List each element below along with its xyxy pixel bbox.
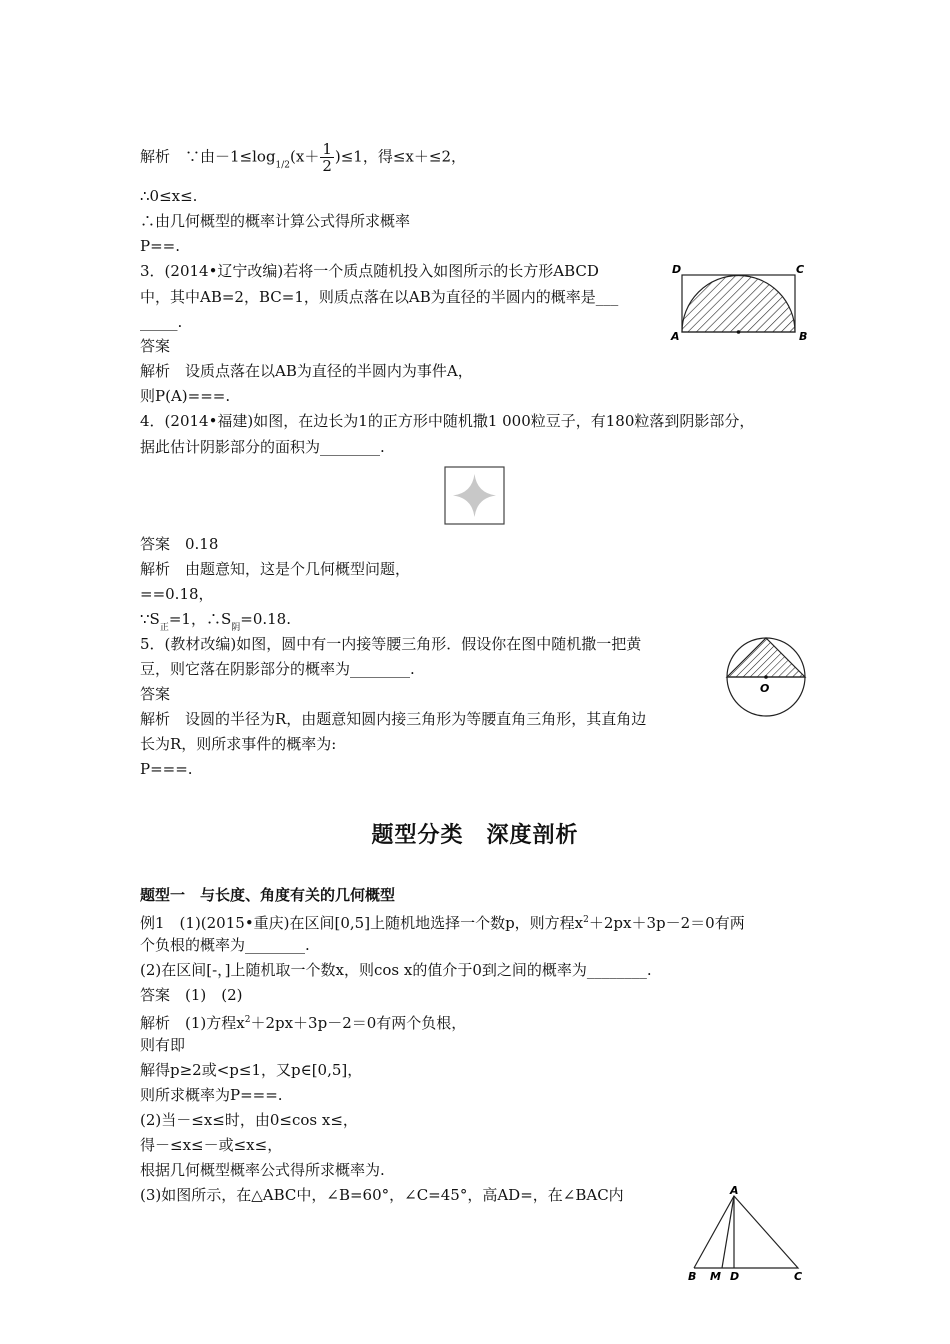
center-point	[737, 330, 741, 334]
rectangle-semicircle-figure	[668, 258, 816, 344]
text-line: 5．(教材改编)如图，圆中有一内接等腰三角形．假设你在图中随机撒一把黄	[140, 635, 642, 653]
text-line: (2)在区间[-，]上随机取一个数x，则cos x的值介于0到之间的概率为________.	[140, 961, 652, 979]
text-line: ==0.18，	[140, 585, 214, 603]
text-line: 3．(2014•辽宁改编)若将一个质点随机投入如图所示的长方形ABCD	[140, 262, 599, 280]
subsection-heading: 题型一 与长度、角度有关的几何概型	[140, 886, 396, 904]
text-line: 4．(2014•福建)如图，在边长为1的正方形中随机撒1 000粒豆子，有180粒落到阴影部分，	[140, 412, 755, 430]
text-segment: ＋2px＋3p－2＝0有两个负根，	[250, 1014, 467, 1032]
label-m: M	[710, 1270, 721, 1283]
text-line: 根据几何概型概率公式得所求概率为.	[140, 1161, 385, 1179]
text-line	[140, 1009, 466, 1034]
center-point	[764, 675, 768, 679]
log-base: 1/2	[275, 160, 291, 171]
text-line: 中，其中AB=2，BC=1，则质点落在以AB为直径的半圆内的概率是___	[140, 288, 619, 306]
text-segment: (x＋	[290, 147, 320, 166]
section-heading: 题型分类 深度剖析	[371, 823, 579, 848]
text-line: 个负根的概率为________.	[140, 936, 310, 954]
text-segment: 解析 (1)方程x	[140, 1014, 245, 1032]
text-line: P==.	[140, 237, 180, 255]
text-line: 豆，则它落在阴影部分的概率为________.	[140, 660, 415, 678]
text-segment: =1，∴S	[168, 610, 232, 628]
label-b: B	[799, 330, 808, 343]
text-line: (2)当－≤x≤时，由0≤cos x≤，	[140, 1111, 358, 1129]
superscript: 2	[583, 915, 589, 925]
subscript: 正	[159, 623, 169, 633]
triangle-abc-figure	[682, 1184, 810, 1284]
text-line: ∴由几何概型的概率计算公式得所求概率	[140, 212, 411, 230]
fraction-numerator: 1	[322, 140, 332, 158]
text-segment: =0.18.	[240, 610, 291, 628]
text-line: 长为R，则所求事件的概率为:	[140, 735, 337, 753]
text-line: 解析 由题意知，这是个几何概型问题，	[140, 560, 411, 578]
text-line: 则P(A)===.	[140, 387, 231, 405]
text-line: 据此估计阴影部分的面积为________.	[140, 438, 385, 456]
text-segment: 例1 (1)(2015•重庆)在区间[0,5]上随机地选择一个数p，则方程x	[140, 914, 584, 932]
text-line: 答案	[140, 685, 171, 703]
superscript: 2	[244, 1015, 251, 1025]
label-a: A	[671, 330, 680, 343]
shaded-triangle	[727, 638, 805, 677]
text-line: 得－≤x≤－或≤x≤，	[140, 1136, 283, 1154]
text-line: 答案 0.18	[140, 535, 219, 553]
text-segment: ∵S	[140, 610, 160, 628]
text-line: (3)如图所示，在△ABC中，∠B=60°，∠C=45°，高AD=，在∠BAC内	[140, 1186, 624, 1204]
label-d: D	[672, 263, 682, 276]
square-star-figure	[444, 466, 506, 526]
label-a: A	[730, 1184, 739, 1197]
text-line: 答案	[140, 337, 171, 355]
fraction-denominator: 2	[322, 157, 332, 175]
label-b: B	[688, 1270, 697, 1283]
text-line: _____.	[140, 313, 183, 331]
text-line: 则有即	[140, 1036, 186, 1054]
subscript: 阴	[231, 623, 241, 633]
text-line: P===.	[140, 760, 193, 778]
text-line: 解析 设圆的半径为R，由题意知圆内接三角形为等腰直角三角形，其直角边	[140, 710, 647, 728]
text-line: 则所求概率为P===.	[140, 1086, 283, 1104]
label-c: C	[794, 1270, 803, 1283]
circle-triangle-figure	[722, 634, 810, 724]
text-line	[140, 141, 466, 177]
text-line	[140, 909, 745, 934]
label-c: C	[796, 263, 805, 276]
shaded-semicircle	[682, 276, 795, 333]
text-line: ∴0≤x≤.	[140, 187, 198, 205]
text-line: 解得p≥2或<p≤1，又p∈[0,5]，	[140, 1061, 363, 1079]
text-segment: )≤1，得≤x＋≤2，	[334, 147, 466, 166]
text-segment: 解析 ∵由－1≤log	[140, 147, 276, 166]
label-d: D	[730, 1270, 740, 1283]
fraction	[320, 141, 334, 174]
triangle-outline	[694, 1196, 798, 1268]
label-o: O	[760, 682, 770, 695]
text-segment: ＋2px＋3p－2＝0有两	[588, 914, 745, 932]
text-line: 解析 设质点落在以AB为直径的半圆内为事件A，	[140, 362, 473, 380]
text-line: 答案 (1) (2)	[140, 986, 243, 1004]
